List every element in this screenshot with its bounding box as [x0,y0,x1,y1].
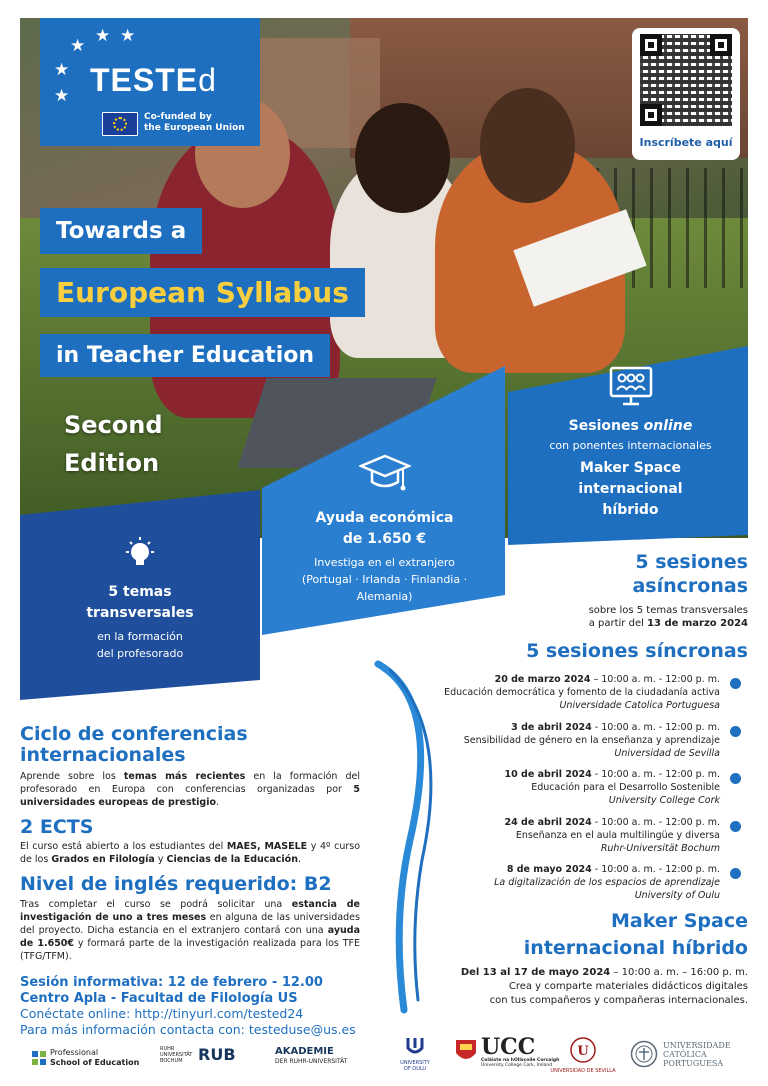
star-icon: ★ [54,60,70,80]
panel-ayuda [282,452,487,605]
session-institution: University College Cork [608,795,720,806]
panel-online-sub: con ponentes internacionales [549,439,712,452]
register-label[interactable]: Inscríbete aquí [639,136,733,149]
session-time: - 10:00 a. m. - 12:00 p. m. [591,769,720,780]
asincronas-sub-line: a partir del [588,618,648,629]
panel-temas [40,534,240,662]
maker-sub [440,966,748,1008]
text-run-bold: Grados en Filología [51,854,155,865]
akademie-line: DER RUHR-UNIVERSITÄT [275,1058,348,1065]
info-session-date: Sesión informativa: 12 de febrero - 12.00 [20,975,323,990]
session-topic: La digitalización de los espacios de aprendizaje [494,877,720,888]
text-run-bold: Ciencias de la Educación [166,854,298,865]
session-item [400,816,720,855]
ciclo-paragraph [20,770,360,809]
panel-sub-line: (Portugal · Irlanda · Finlandia · [301,573,468,586]
title-line-3: in Teacher Education [40,334,330,377]
text-run: Tras completar el curso se podrá solicitar una [20,899,292,910]
ingles-paragraph [20,898,360,963]
pse-logo-icon [32,1051,46,1065]
panel-online [528,364,733,521]
pse-line: Professional [50,1048,99,1057]
panel-temas-title [40,582,240,624]
edition-line: Second [64,411,163,439]
asincronas-title-line: 5 sesiones [635,551,748,573]
session-date: 10 de abril 2024 [504,769,592,780]
star-icon: ★ [70,36,86,56]
oulu-line: OF OULU [403,1066,427,1072]
text-run: en la formación del profesorado en Europa con conferencias organizadas por [20,771,361,795]
panel-online-title [528,416,733,437]
session-time: - 10:00 a. m. - 12:00 p. m. [591,722,720,733]
session-date: 3 de abril 2024 [511,722,592,733]
catolica-line: PORTUGUESA [663,1058,724,1068]
maker-title-line: Maker Space [611,910,748,932]
ingles-title: Nivel de inglés requerido: B2 [20,873,332,895]
session-bullet-icon [730,726,741,737]
title-line-2: European Syllabus [40,268,365,317]
catolica-line: UNIVERSIDADE [663,1040,731,1050]
graduation-cap-icon [359,452,411,500]
session-topic: Sensibilidad de género en la enseñanza y aprendizaje [463,735,720,746]
text-run: . [215,797,220,808]
ucc-wordmark: UCC [481,1034,536,1060]
session-time: – 10:00 a. m. - 12:00 p. m. [590,674,720,685]
panel-sub-line: en la formación [97,630,183,643]
session-item [400,863,720,902]
text-run: El curso está abierto a los estudiantes del [20,841,227,852]
logo-name-suffix: d [198,62,217,98]
maker-title [470,908,748,962]
text-run: Aprende sobre los [20,771,124,782]
session-topic: Enseñanza en el aula multilingüe y diversa [515,830,720,841]
text-run-bold: 5 universidades europeas de prestigio [20,784,360,808]
asincronas-title-line: asíncronas [632,575,748,597]
akademie-line: AKADEMIE [275,1046,334,1057]
panel-title-line: Ayuda económica [315,510,454,526]
text-run-bold: temas más recientes [123,771,246,782]
online-session-icon [607,364,655,408]
online-label: Conéctate online: [20,1006,135,1021]
sevilla-seal-icon [569,1036,597,1066]
ects-paragraph [20,840,360,866]
text-run-bold: MAES, MASELE [226,841,308,852]
maker-sub-line: Crea y comparte materiales didácticos digitales [508,981,748,992]
session-institution: Universidad de Sevilla [614,748,720,759]
panel-title-line: Maker Space [580,460,681,476]
panel-title-line: transversales [86,605,194,621]
session-item [400,721,720,760]
panel-ayuda-title [282,508,487,550]
session-time: - 10:00 a. m. - 12:00 p. m. [591,864,720,875]
rub-logo-small [160,1046,192,1064]
info-contact [20,1006,356,1038]
panel-temas-sub [40,628,240,662]
contact-email-link[interactable]: testeduse@us.es [248,1022,356,1037]
sevilla-logo [550,1036,616,1074]
panel-title-line: híbrido [602,502,659,518]
maker-sub-line: con tus compañeros y compañeras internacionales. [489,995,748,1006]
session-date: 24 de abril 2024 [504,817,592,828]
sincronas-title: 5 sesiones síncronas [526,640,748,662]
text-run: . [297,854,302,865]
session-date: 20 de marzo 2024 [494,674,591,685]
panel-sub-line: Investiga en el extranjero [314,556,455,569]
panel-online-title-prefix: Sesiones [568,418,644,434]
rub-line: UNIVERSITÄT [160,1052,193,1058]
contact-label: Para más información contacta con: [20,1022,249,1037]
session-institution: University of Oulu [634,890,720,901]
rub-logo: RUB [198,1045,236,1064]
catolica-seal-icon [630,1040,658,1068]
session-item [400,673,720,712]
session-item [400,768,720,807]
panel-title-line: internacional [578,481,683,497]
text-run: y formará parte de la investigación realizada para los TFE (TFG/TFM). [20,938,360,962]
ciclo-title-line: Ciclo de conferencias [20,723,248,745]
info-session-place: Centro Apla - Facultad de Filología US [20,991,298,1006]
star-icon: ★ [95,26,111,46]
logo-name: TESTE [90,62,199,98]
session-date: 8 de mayo 2024 [506,864,592,875]
info-session [20,975,323,1007]
maker-date: Del 13 al 17 de mayo 2024 [460,967,611,978]
session-bullet-icon [730,678,741,689]
session-bullet-icon [730,773,741,784]
asincronas-sub [520,604,748,630]
panel-sub-line: del profesorado [96,647,184,660]
session-institution: Ruhr-Universität Bochum [600,843,720,854]
pse-logo [32,1048,139,1068]
online-link[interactable]: http://tinyurl.com/tested24 [134,1006,304,1021]
rub-line: BOCHUM [160,1058,183,1064]
panel-title-line: 5 temas [108,584,172,600]
pse-line: School of Education [50,1058,140,1067]
rub-line: RUHR [160,1046,175,1052]
text-run: y 4º curso de los [20,841,361,865]
ects-title: 2 ECTS [20,816,94,838]
catolica-logo [630,1040,731,1068]
svg-text:U: U [577,1044,589,1059]
ucc-crest-icon [455,1039,477,1065]
akademie-logo [275,1047,347,1067]
sevilla-line: UNIVERSIDAD DE SEVILLA [550,1068,616,1074]
catolica-line: CATÓLICA [663,1049,707,1059]
text-run-bold: ayuda de 1.650€ [20,925,360,949]
panel-ayuda-sub [282,554,487,605]
edition-line: Edition [64,449,160,477]
ucc-sub-line: University College Cork, Ireland [481,1063,553,1068]
ciclo-title-line: internacionales [20,744,186,766]
panel-online-title-em: online [643,418,693,434]
panel-online-maker [528,458,733,521]
session-topic: Educación democrática y fomento de la ciudadanía activa [444,687,720,698]
cofunded-line: Co-funded by [144,112,212,122]
asincronas-title [520,550,748,598]
star-icon: ★ [54,86,70,106]
star-icon: ★ [120,26,136,46]
ucc-logo [455,1036,559,1068]
text-run: y [154,854,167,865]
oulu-line: UNIVERSITY [400,1060,430,1066]
cofunded-line: the European Union [144,123,245,133]
maker-title-line: internacional híbrido [523,937,748,959]
oulu-logo [395,1036,435,1072]
title-line-1: Towards a [40,208,202,254]
session-institution: Universidade Catolica Portuguesa [559,700,720,711]
text-run-bold: estancia de investigación de uno a tres meses [20,899,360,923]
lightbulb-icon [120,534,160,574]
maker-time: – 10:00 a. m. – 16:00 p. m. [610,967,748,978]
asincronas-date: 13 de marzo 2024 [647,618,748,629]
text-run: en alguna de las universidades del proyecto. Dicha estancia en el extranjero contará con una [20,912,360,936]
ucc-sub-line: Coláiste na hOllscoile Corcaigh [481,1058,560,1063]
ciclo-title [20,724,248,766]
session-topic: Educación para el Desarrollo Sostenible [531,782,720,793]
asincronas-sub-line: sobre los 5 temas transversales [588,605,748,616]
panel-title-line: de 1.650 € [342,531,427,547]
panel-sub-line: Alemania) [356,590,413,603]
session-time: - 10:00 a. m. - 12:00 p. m. [591,817,720,828]
session-bullet-icon [730,868,741,879]
oulu-logo-icon [404,1036,426,1058]
session-bullet-icon [730,821,741,832]
